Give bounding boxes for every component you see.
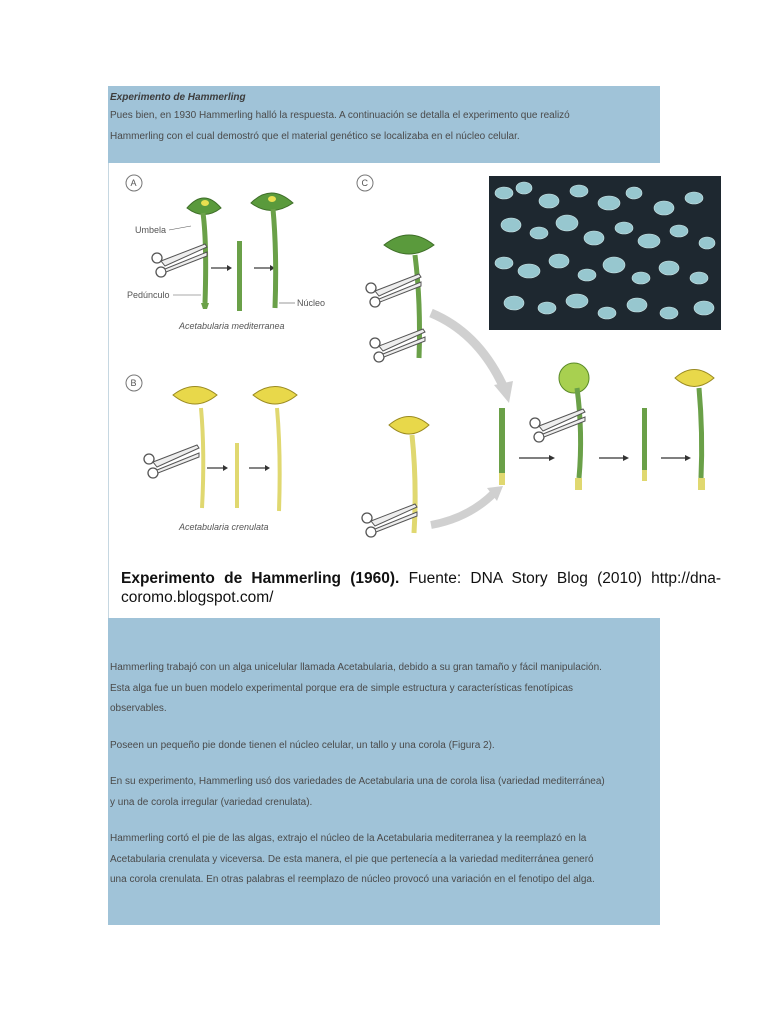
figure-caption <box>121 569 721 607</box>
label-pedunculo: Pedúnculo <box>127 290 170 300</box>
species-a-label: Acetabularia mediterranea <box>179 321 285 331</box>
para-1-line-2: Esta alga fue un buen modelo experimental porque era de simple estructura y características fenotípicas <box>110 682 574 694</box>
panel-a <box>126 175 325 331</box>
panel-b-letter: B <box>130 378 137 388</box>
para-4-line-1: Hammerling cortó el pie de las algas, extrajo el núcleo de la Acetabularia mediterranea y la reemplazó en la <box>110 833 587 844</box>
para-1-line-3: observables. <box>110 703 167 714</box>
intro-box <box>108 86 660 163</box>
para-4-line-2: Acetabularia crenulata y viceversa. De esta manera, el pie que pertenecía a la variedad mediterránea generó <box>110 853 594 865</box>
panel-a-letter: A <box>130 178 137 188</box>
label-nucleo: Núcleo <box>297 298 326 308</box>
panel-c-letter: C <box>361 178 368 188</box>
caption-bold: Experimento de Hammerling (1960). <box>121 570 400 587</box>
panel-b <box>126 375 297 532</box>
intro-line-2: Hammerling con el cual demostró que el material genético se localizaba en el núcleo celular. <box>110 130 520 142</box>
label-umbela: Umbela <box>135 225 167 235</box>
section-title: Experimento de Hammerling <box>110 92 246 103</box>
para-4-line-3: una corola crenulata. En otras palabras el reemplazo de núcleo provocó una variación en el fenotipo del alga. <box>110 874 595 885</box>
hammerling-figure <box>108 163 724 618</box>
species-b-label: Acetabularia crenulata <box>179 522 269 532</box>
para-3-line-1: En su experimento, Hammerling usó dos variedades de Acetabularia una de corola lisa (variedad mediterránea) <box>110 776 605 787</box>
caption-source: Fuente: DNA Story Blog (2010) http://dna-coromo.blogspot.com/ <box>121 570 721 606</box>
para-2-line-1: Poseen un pequeño pie donde tienen el núcleo celular, un tallo y una corola (Figura 2). <box>110 739 495 751</box>
intro-line-1: Pues bien, en 1930 Hammerling halló la respuesta. A continuación se detalla el experimento que realizó <box>110 110 570 121</box>
explanation-box <box>108 618 660 925</box>
para-3-line-2: y una de corola irregular (variedad crenulata). <box>110 796 313 808</box>
para-1-line-1: Hammerling trabajó con un alga unicelular llamada Acetabularia, debido a su gran tamaño y fácil manipulación. <box>110 662 602 673</box>
experiment-illustration <box>109 163 724 563</box>
acetabularia-photo <box>489 176 721 330</box>
